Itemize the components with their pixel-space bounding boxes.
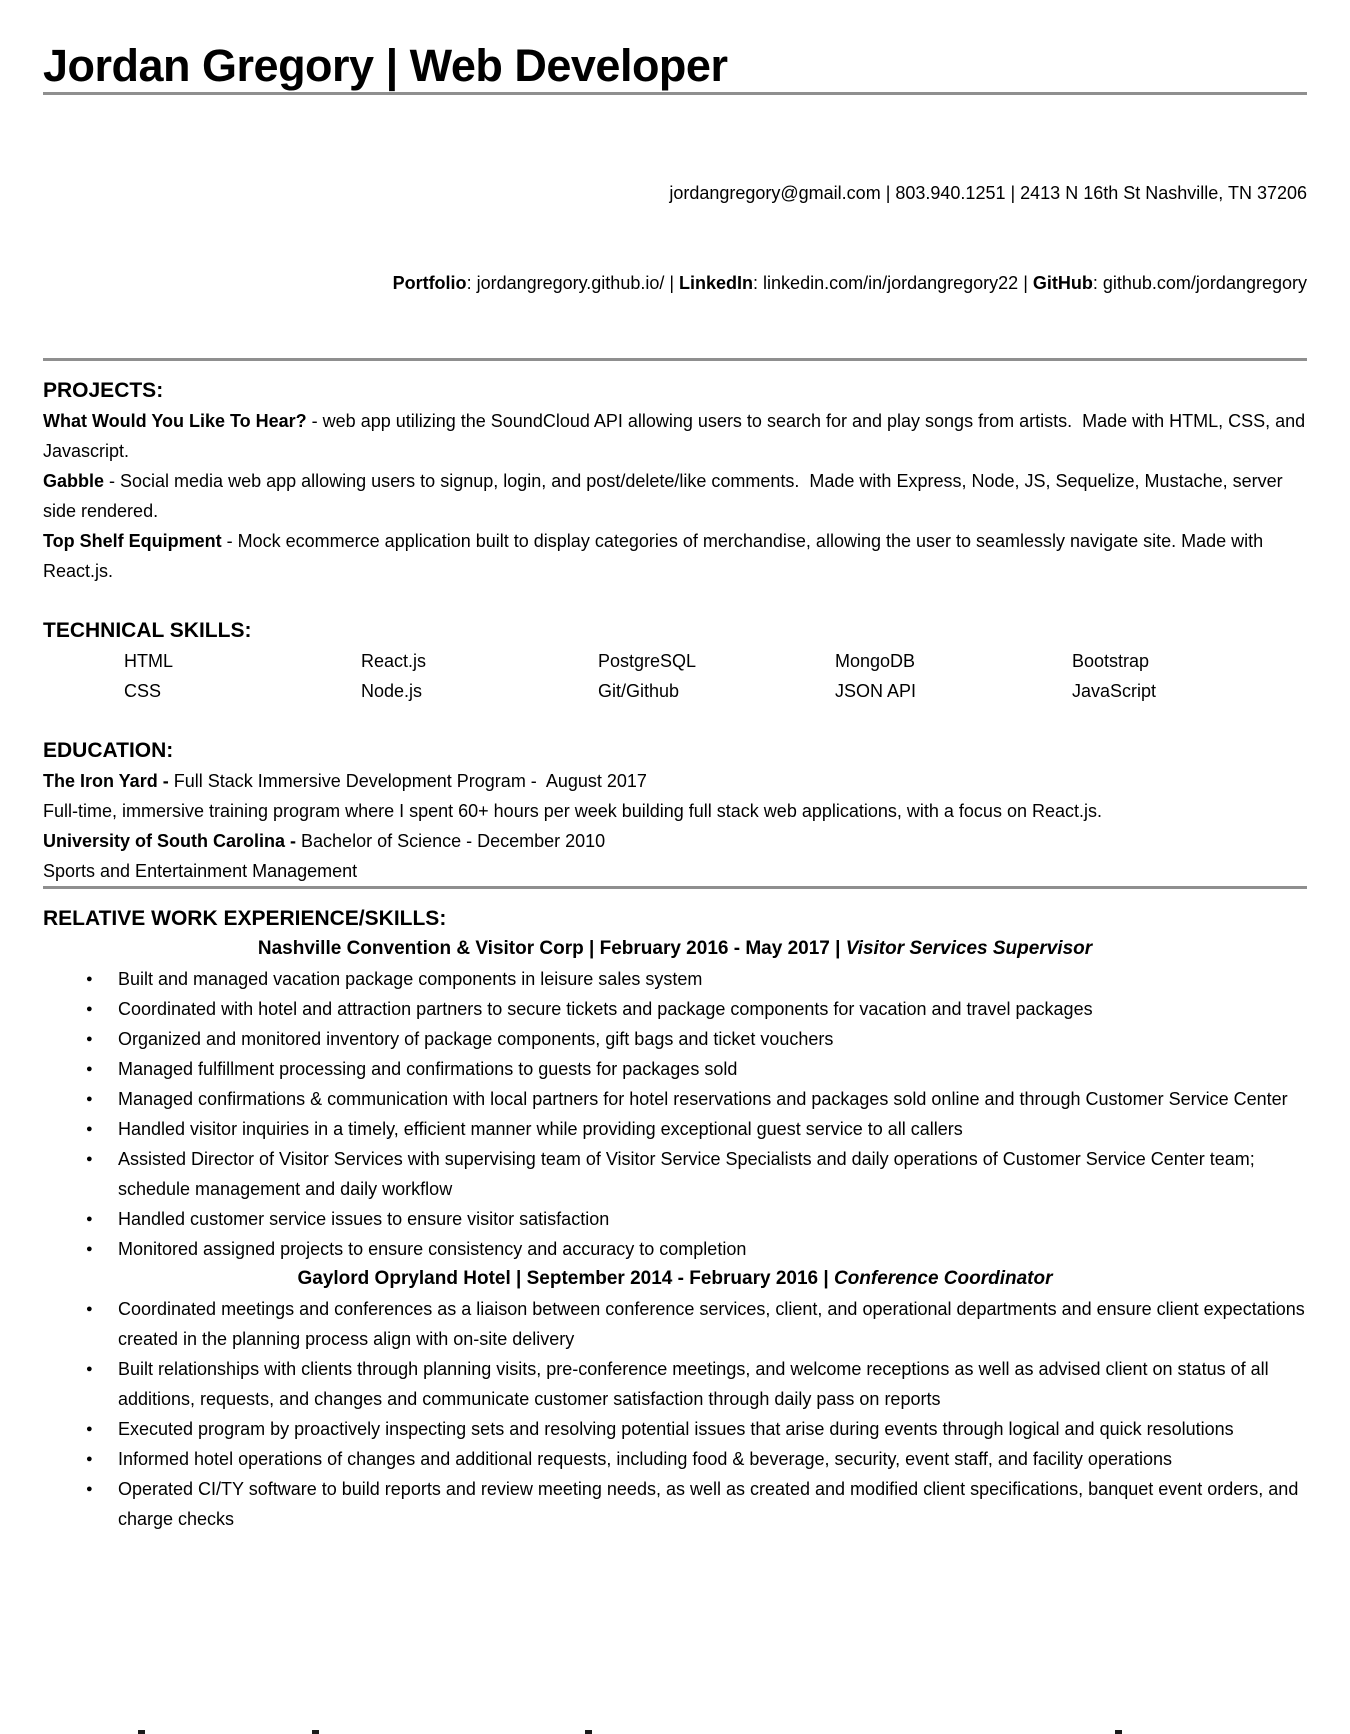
skill-item: React.js [361,651,427,671]
section-heading-projects: PROJECTS: [43,379,164,402]
divider-top [43,92,1307,95]
page-title: Jordan Gregory | Web Developer [43,40,728,91]
bullet-item: ● Built relationships with clients through planning visits, pre-conference meetings, and welcome receptions as well as advised client on status of all additions, requests, and changes and communicate customer satisfaction through daily pass on reports [43,1354,1307,1414]
contact-block [43,118,1307,358]
skill-item: Node.js [361,681,423,701]
degree-detail: Full Stack Immersive Development Program - August 2017 [173,771,647,791]
bullet-item: ● Handled visitor inquiries in a timely, efficient manner while providing exceptional guest service to all callers [43,1114,1307,1144]
school-name: The Iron Yard - [43,771,174,791]
section-heading-technical-skills: TECHNICAL SKILLS: [43,619,252,642]
skill-item: MongoDB [835,651,916,671]
bullet-item: ● Monitored assigned projects to ensure consistency and accuracy to completion [43,1234,1307,1264]
resume-document [0,40,1350,1534]
education-item [43,766,1307,796]
skill-item: JSON API [835,681,917,701]
skill-item: Git/Github [598,681,680,701]
bullet-item: ● Managed fulfillment processing and confirmations to guests for packages sold [43,1054,1307,1084]
clipped-glyph-top [312,1730,319,1734]
job-company-dates: Nashville Convention & Visitor Corp | February 2016 - May 2017 | [257,938,846,959]
portfolio-value: : jordangregory.github.io/ | [466,273,680,293]
github-label: GitHub [1032,273,1093,293]
clipped-glyph-top [138,1730,145,1734]
project-desc: - Mock ecommerce application built to display categories of merchandise, allowing the user to seamlessly navigate site. Made with React.js. [43,531,1269,581]
job-title [43,1264,1307,1294]
project-name: What Would You Like To Hear? [43,411,307,431]
bullet-item: ● Informed hotel operations of changes and additional requests, including food & beverage, security, event staff, and facility operations [43,1444,1307,1474]
skills-grid [43,646,1307,706]
bullet-item: ● Coordinated meetings and conferences as a liaison between conference services, client, and operational departments and ensure client expectations created in the planning process align with on-site delivery [43,1294,1307,1354]
skill-item: PostgreSQL [598,651,697,671]
project-name: Gabble [43,471,105,491]
job-bullet-list [43,1294,1310,1534]
job-company-dates: Gaylord Opryland Hotel | September 2014 - February 2016 | [297,1268,834,1289]
bullet-item: ● Assisted Director of Visitor Services with supervising team of Visitor Service Specialists and daily operations of Customer Service Center team; schedule management and daily workflow [43,1144,1307,1204]
bullet-item: ● Organized and monitored inventory of package components, gift bags and ticket vouchers [43,1024,1307,1054]
project-desc: - web app utilizing the SoundCloud API allowing users to search for and play songs from artists. Made with HTML, CSS, and Javascript. [43,411,1311,461]
linkedin-label: LinkedIn [679,273,754,293]
project-item [43,406,1311,466]
skill-item: JavaScript [1072,681,1157,701]
education-description: Sports and Entertainment Management [43,861,358,881]
bullet-item: ● Operated CI/TY software to build reports and review meeting needs, as well as created and modified client specifications, banquet event orders, and charge checks [43,1474,1307,1534]
school-name: University of South Carolina - [43,831,302,851]
job-title [43,934,1307,964]
clipped-glyph-top [585,1730,592,1734]
section-heading-education: EDUCATION: [43,739,174,762]
bullet-item: ● Executed program by proactively inspecting sets and resolving potential issues that arise during events through logical and quick resolutions [43,1414,1307,1444]
skill-item: Bootstrap [1072,651,1150,671]
education-item [43,826,1307,856]
project-item [43,466,1307,526]
divider-experience [43,886,1307,889]
divider-contact [43,358,1307,361]
project-item [43,526,1307,586]
skill-item: CSS [124,681,162,701]
clipped-next-line [0,1729,1350,1734]
degree-detail: Bachelor of Science - December 2010 [301,831,606,851]
github-value: : github.com/jordangregory [1092,273,1307,293]
bullet-item: ● Built and managed vacation package components in leisure sales system [43,964,1307,994]
section-heading-experience: RELATIVE WORK EXPERIENCE/SKILLS: [43,907,447,930]
skill-item: HTML [124,651,173,671]
bullet-item: ● Coordinated with hotel and attraction partners to secure tickets and package components for vacation and travel packages [43,994,1307,1024]
job-role: Visitor Services Supervisor [845,938,1093,959]
contact-line-2 [43,268,1307,298]
education-description: Full-time, immersive training program where I spent 60+ hours per week building full stack web applications, with a focus on React.js. [43,801,1102,821]
project-name: Top Shelf Equipment [43,531,222,551]
clipped-glyph-top [1115,1730,1122,1734]
portfolio-label: Portfolio [392,273,467,293]
project-desc: - Social media web app allowing users to signup, login, and post/delete/like comments. Made with Express, Node, JS, Sequelize, Mustache, server side rendered. [43,471,1288,521]
bullet-item: ● Managed confirmations & communication with local partners for hotel reservations and packages sold online and through Customer Service Center [43,1084,1307,1114]
bullet-item: ● Handled customer service issues to ensure visitor satisfaction [43,1204,1307,1234]
linkedin-value: : linkedin.com/in/jordangregory22 | [753,273,1033,293]
job-bullet-list [43,964,1307,1264]
contact-line-1: jordangregory@gmail.com | 803.940.1251 | 2413 N 16th St Nashville, TN 37206 [669,183,1307,203]
job-role: Conference Coordinator [833,1268,1053,1289]
